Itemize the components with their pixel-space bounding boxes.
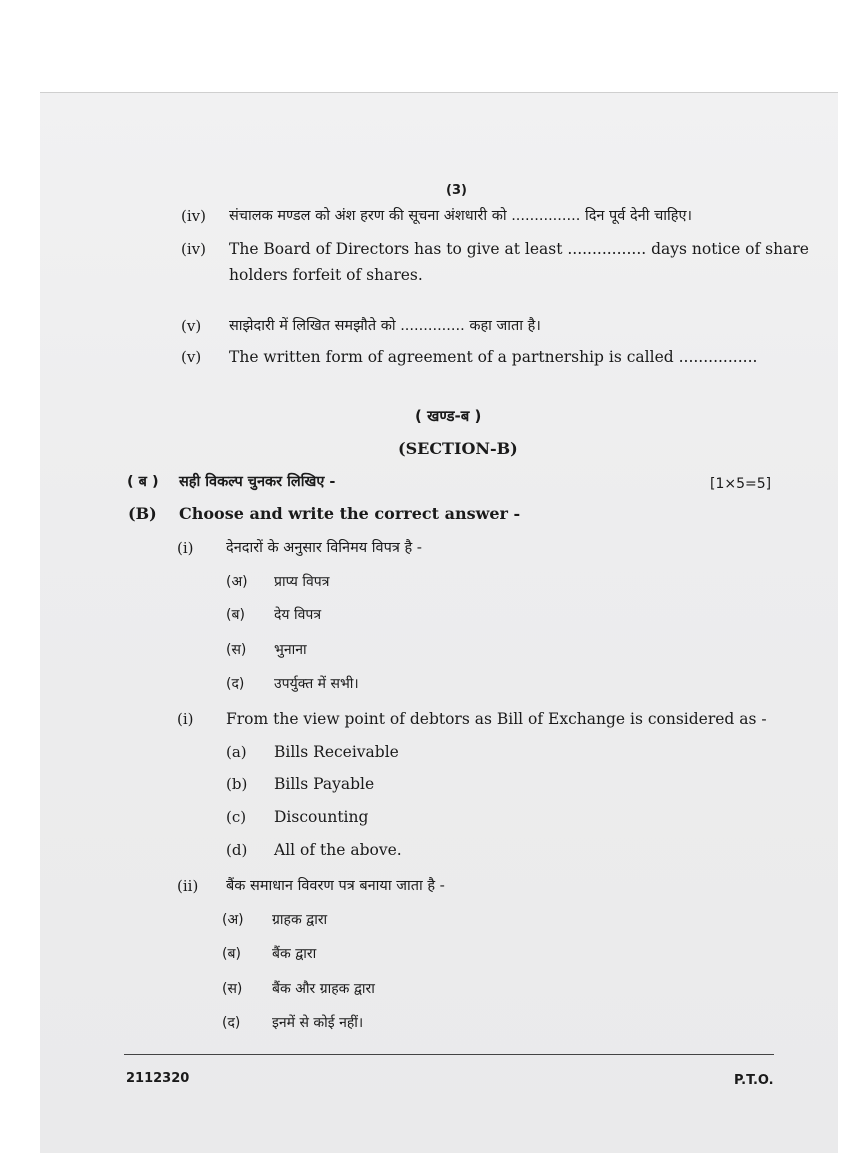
- q1-en-option-label: (a): [226, 743, 247, 761]
- footer-divider: [124, 1054, 774, 1055]
- q1-en-text: From the view point of debtors as Bill of Exchange is considered as -: [226, 710, 767, 728]
- question-iv-en-text-cont: holders forfeit of shares.: [229, 266, 423, 284]
- section-heading-en: (SECTION-B): [398, 439, 518, 458]
- instruction-hi: सही विकल्प चुनकर लिखिए -: [179, 474, 336, 490]
- question-v-hi-text: साझेदारी में लिखित समझौते को .............. कहा जाता है।: [229, 318, 541, 334]
- q1-hi-option-label: (ब): [226, 607, 245, 623]
- question-v-hi-number: (v): [181, 317, 202, 335]
- q1-en-option-label: (b): [226, 775, 248, 793]
- q2-hi-number: (ii): [177, 877, 199, 895]
- q1-hi-option-text: उपर्युक्त में सभी।: [274, 676, 359, 692]
- q1-en-option-label: (d): [226, 841, 248, 859]
- q2-hi-option-label: (अ): [222, 912, 244, 928]
- q2-hi-option-label: (ब): [222, 946, 241, 962]
- q1-hi-number: (i): [177, 539, 194, 557]
- q2-hi-option-text: ग्राहक द्वारा: [272, 912, 328, 928]
- page-number: (3): [446, 183, 467, 198]
- q2-hi-option-text: बैंक और ग्राहक द्वारा: [272, 981, 375, 997]
- q1-en-option-text: Discounting: [274, 808, 369, 826]
- q1-hi-text: देनदारों के अनुसार विनिमय विपत्र है -: [226, 540, 422, 556]
- question-v-en-text: The written form of agreement of a partnership is called ................: [229, 348, 758, 366]
- q2-hi-option-label: (द): [222, 1015, 241, 1031]
- paper-code: 2112320: [126, 1071, 190, 1086]
- q1-hi-option-text: भुनाना: [274, 642, 307, 658]
- pto-label: P.T.O.: [734, 1073, 774, 1088]
- marks-label: [1×5=5]: [710, 476, 772, 492]
- q1-hi-option-label: (द): [226, 676, 245, 692]
- q1-en-number: (i): [177, 710, 194, 728]
- q1-en-option-text: All of the above.: [274, 841, 402, 859]
- section-label-hi: ( ब ): [127, 474, 159, 490]
- q1-en-option-text: Bills Receivable: [274, 743, 399, 761]
- q1-en-option-text: Bills Payable: [274, 775, 375, 793]
- question-iv-en-number: (iv): [181, 240, 206, 258]
- q2-hi-option-label: (स): [222, 981, 243, 997]
- question-v-en-number: (v): [181, 348, 202, 366]
- q2-hi-text: बैंक समाधान विवरण पत्र बनाया जाता है -: [226, 878, 445, 894]
- section-heading-hi: ( खण्ड-ब ): [415, 407, 482, 425]
- section-label-en: (B): [128, 504, 157, 523]
- q1-hi-option-label: (स): [226, 642, 247, 658]
- instruction-en: Choose and write the correct answer -: [179, 504, 521, 523]
- question-iv-hi-text: संचालक मण्डल को अंश हरण की सूचना अंशधारी को ............... दिन पूर्व देनी चाहिए।: [229, 208, 693, 224]
- question-iv-hi-number: (iv): [181, 207, 206, 225]
- question-iv-en-text: The Board of Directors has to give at least ................ days notice of share: [229, 240, 809, 258]
- q1-hi-option-text: प्राप्य विपत्र: [274, 574, 330, 590]
- q1-hi-option-label: (अ): [226, 574, 248, 590]
- q1-en-option-label: (c): [226, 808, 247, 826]
- q2-hi-option-text: इनमें से कोई नहीं।: [272, 1015, 364, 1031]
- q2-hi-option-text: बैंक द्वारा: [272, 946, 317, 962]
- q1-hi-option-text: देय विपत्र: [274, 607, 322, 623]
